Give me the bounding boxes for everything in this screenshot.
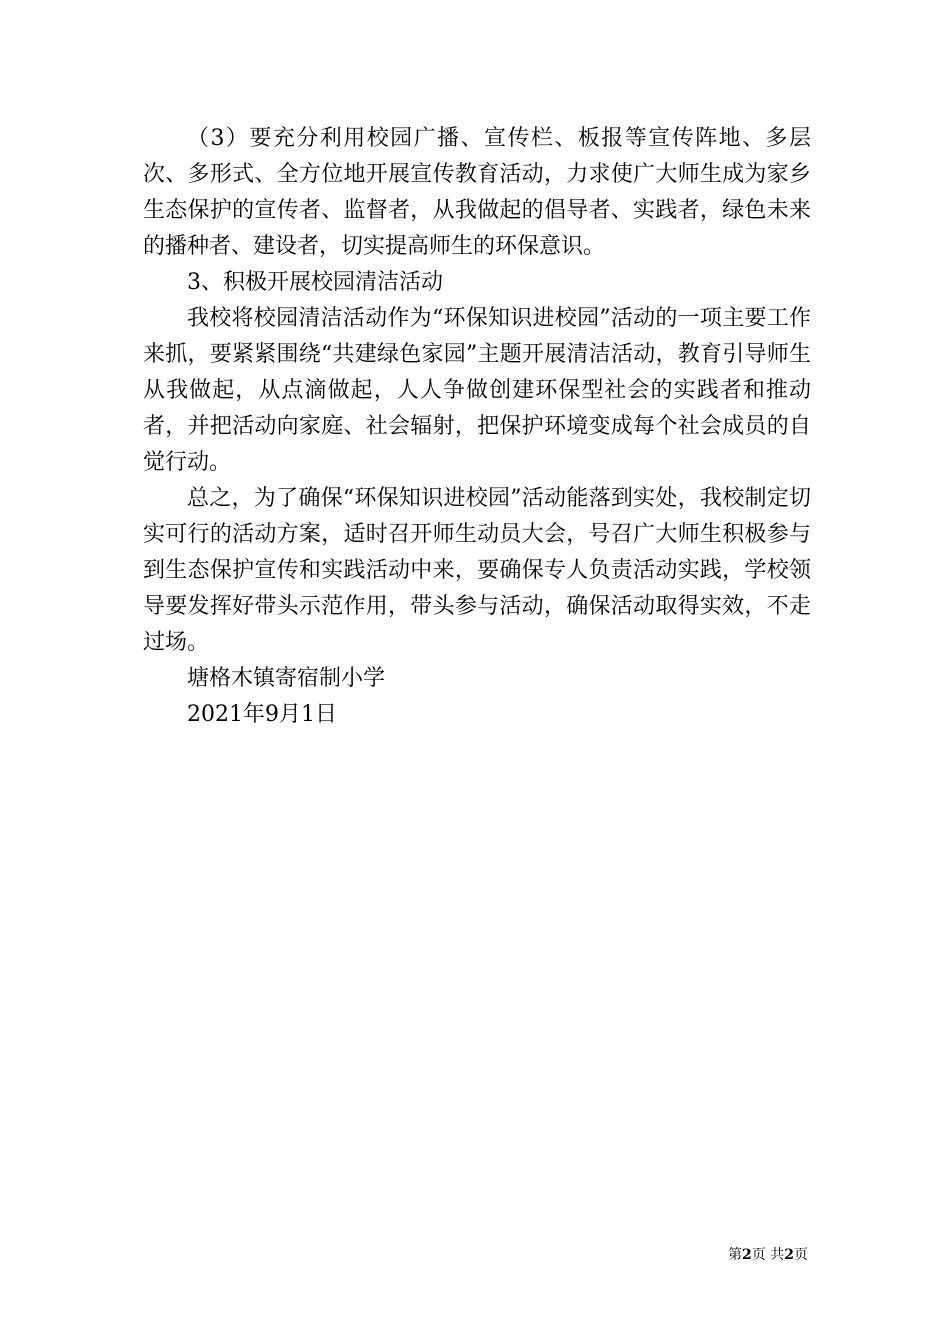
document-body <box>143 121 811 733</box>
signature-school: 塘格木镇寄宿制小学 <box>187 666 386 691</box>
paragraph-publicity: （3）要充分利用校园广播、宣传栏、板报等宣传阵地、多层次、多形式、全方位地开展宣传教育活动，力求使广大师生成为家乡生态保护的宣传者、监督者，从我做起的倡导者、实践者，绿色未来的播种者、建设者，切实提高师生的环保意识。 <box>143 126 811 259</box>
total-page-number: 2 <box>784 1247 794 1263</box>
signature-date: 2021年9月1日 <box>187 702 337 727</box>
footer-prefix: 第 <box>728 1247 743 1263</box>
section-heading-cleaning: 3、积极开展校园清洁活动 <box>187 270 443 295</box>
footer-middle: 页 共 <box>751 1247 785 1263</box>
current-page-number: 2 <box>742 1247 752 1263</box>
paragraph-summary: 总之，为了确保“环保知识进校园”活动能落到实处，我校制定切实可行的活动方案，适时召开师生动员大会，号召广大师生积极参与到生态保护宣传和实践活动中来，要确保专人负责活动实践，学校领导要发挥好带头示范作用，带头参与活动，确保活动取得实效，不走过场。 <box>143 486 811 655</box>
paragraph-cleaning: 我校将校园清洁活动作为“环保知识进校园”活动的一项主要工作来抓，要紧紧围绕“共建绿色家园”主题开展清洁活动，教育引导师生从我做起，从点滴做起，人人争做创建环保型社会的实践者和推动者，并把活动向家庭、社会辐射，把保护环境变成每个社会成员的自觉行动。 <box>143 306 811 475</box>
page-number-footer <box>728 1246 808 1264</box>
footer-suffix: 页 <box>794 1247 808 1263</box>
